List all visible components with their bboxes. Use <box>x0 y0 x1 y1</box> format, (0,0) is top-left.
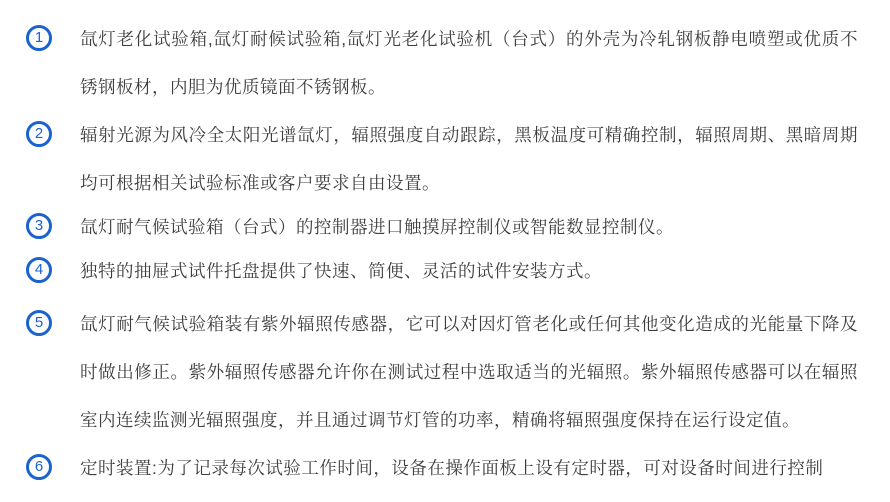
list-item <box>26 15 858 111</box>
item-number-badge: 3 <box>26 213 52 239</box>
list-item <box>26 444 858 492</box>
item-text: 定时装置:为了记录每次试验工作时间，设备在操作面板上设有定时器，可对设备时间进行控制 <box>80 458 824 478</box>
item-number-badge: 5 <box>26 310 52 336</box>
list-item <box>26 203 858 251</box>
item-text: 独特的抽屉式试件托盘提供了快速、简便、灵活的试件安装方式。 <box>80 261 602 281</box>
list-item <box>26 111 858 207</box>
item-text: 氙灯老化试验箱,氙灯耐候试验箱,氙灯光老化试验机（台式）的外壳为冷轧钢板静电喷塑或优质不锈钢板材，内胆为优质镜面不锈钢板。 <box>80 29 858 97</box>
list-item <box>26 247 858 295</box>
item-text: 辐射光源为风冷全太阳光谱氙灯，辐照强度自动跟踪，黑板温度可精确控制，辐照周期、黑暗周期均可根据相关试验标准或客户要求自由设置。 <box>80 125 858 193</box>
item-text: 氙灯耐气候试验箱装有紫外辐照传感器，它可以对因灯管老化或任何其他变化造成的光能量下降及时做出修正。紫外辐照传感器允许你在测试过程中选取适当的光辐照。紫外辐照传感器可以在辐照室内连续监测光辐照强度，并且通过调节灯管的功率，精确将辐照强度保持在运行设定值。 <box>80 314 858 430</box>
item-number-badge: 1 <box>26 25 52 51</box>
list-item <box>26 300 858 444</box>
item-text: 氙灯耐气候试验箱（台式）的控制器进口触摸屏控制仪或智能数显控制仪。 <box>80 217 674 237</box>
item-number-badge: 6 <box>26 454 52 480</box>
item-number-badge: 4 <box>26 257 52 283</box>
item-number-badge: 2 <box>26 121 52 147</box>
